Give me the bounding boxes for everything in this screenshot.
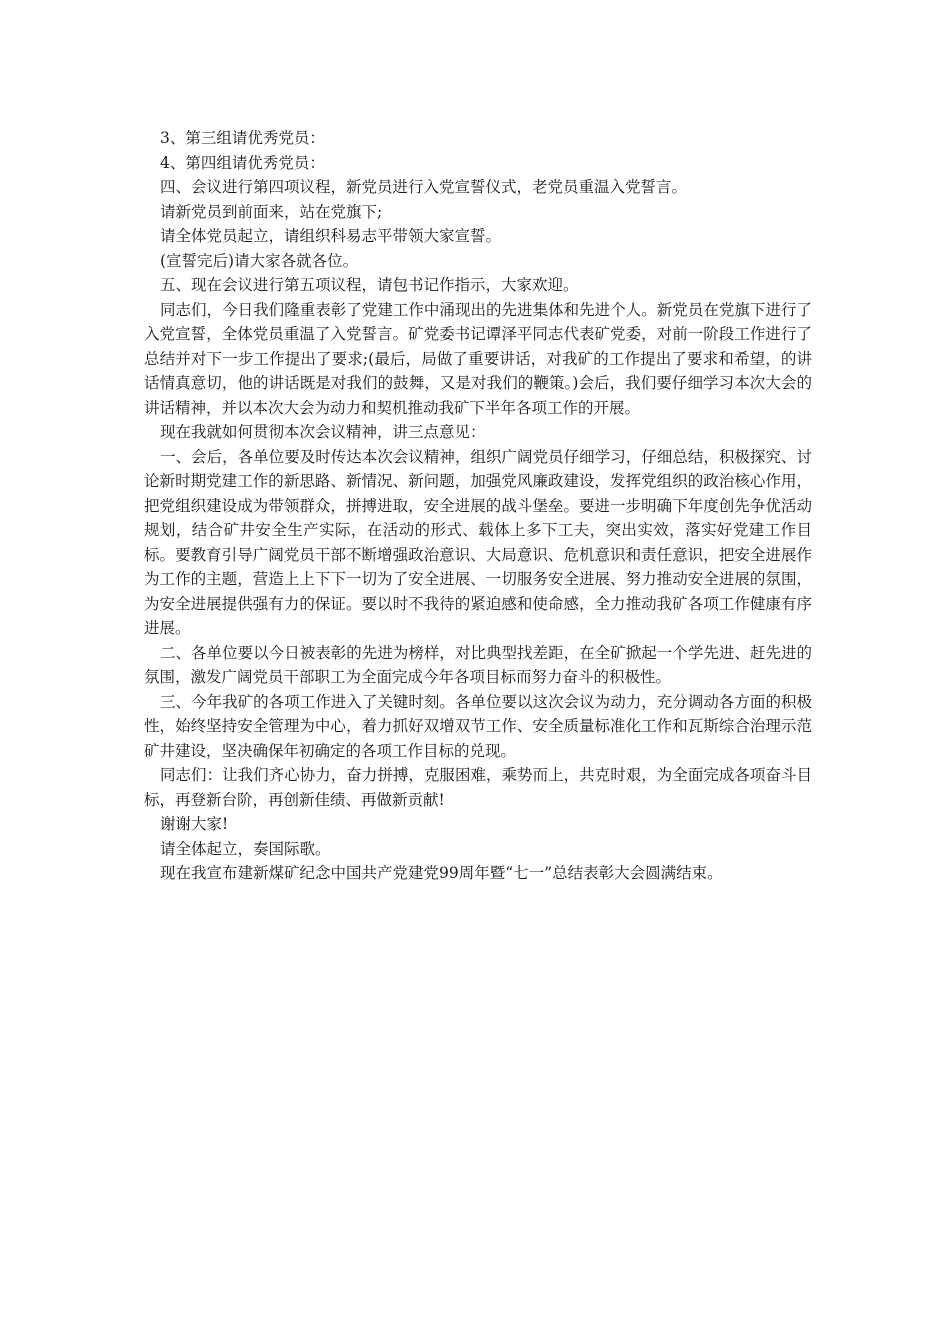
paragraph-thanks: 谢谢大家!	[160, 815, 229, 833]
paragraph-group3: 3、第三组请优秀党员：	[160, 129, 325, 147]
paragraph-conclusion: 现在我宣布建新煤矿纪念中国共产党建党99周年暨“七一”总结表彰大会圆满结束。	[160, 864, 723, 882]
paragraph-point-one: 一、会后，各单位要及时传达本次会议精神，组织广阔党员仔细学习，仔细总结，积极探究、讨论新时期党建工作的新思路、新情况、新问题，加强党风廉政建设，发挥党组织的政治核心作用，把党组织建设成为带领群众，拼搏进取，安全进展的战斗堡垒。要进一步明确下年度创先争优活动规划，结合矿井安全生产实际，在活动的形式、载体上多下工夫，突出实效，落实好党建工作目标。要教育引导广阔党员干部不断增强政治意识、大局意识、危机意识和责任意识，把安全进展作为工作的主题，营造上上下下一切为了安全进展、一切服务安全进展、努力推动安全进展的氛围，为安全进展提供强有力的保证。要以时不我待的紧迫感和使命感，全力推动我矿各项工作健康有序进展。	[144, 447, 812, 637]
paragraph-point-three: 三、今年我矿的各项工作进入了关键时刻。各单位要以这次会议为动力，充分调动各方面的积极性，始终坚持安全管理为中心，着力抓好双增双节工作、安全质量标准化工作和瓦斯综合治理示范矿井建设，坚决确保年初确定的各项工作目标的兑现。	[144, 692, 812, 760]
paragraph-group4: 4、第四组请优秀党员：	[160, 153, 325, 172]
paragraph-comrades-summary: 同志们，今日我们隆重表彰了党建工作中涌现出的先进集体和先进个人。新党员在党旗下进行了入党宣誓，全体党员重温了入党誓言。矿党委书记谭泽平同志代表矿党委，对前一阶段工作进行了总结并对下一步工作提出了要求;(最后，局做了重要讲话，对我矿的工作提出了要求和希望，的讲话情真意切，他的讲话既是对我们的鼓舞，又是对我们的鞭策。)会后，我们要仔细学习本次大会的讲话精神，并以本次大会为动力和契机推动我矿下半年各项工作的开展。	[144, 300, 812, 417]
paragraph-point-two: 二、各单位要以今日被表彰的先进为榜样，对比典型找差距，在全矿掀起一个学先进、赶先进的氛围，激发广阔党员干部职工为全面完成今年各项目标而努力奋斗的积极性。	[144, 643, 812, 686]
paragraph-all-rise-oath: 请全体党员起立，请组织科易志平带领大家宣誓。	[160, 227, 502, 245]
paragraph-agenda-five: 五、现在会议进行第五项议程，请包书记作指示，大家欢迎。	[160, 276, 579, 294]
paragraph-new-members: 请新党员到前面来，站在党旗下;	[160, 202, 383, 221]
paragraph-agenda-four: 四、会议进行第四项议程，新党员进行入党宣誓仪式，老党员重温入党誓言。	[160, 178, 688, 196]
paragraph-three-points-intro: 现在我就如何贯彻本次会议精神，讲三点意见：	[160, 423, 486, 441]
document-body	[144, 126, 812, 886]
paragraph-closing-call: 同志们：让我们齐心协力，奋力拼搏，克服困难，乘势而上，共克时艰，为全面完成各项奋斗目标，再登新台阶，再创新佳绩、再做新贡献!	[144, 766, 812, 809]
paragraph-after-oath: (宣誓完后)请大家各就各位。	[160, 251, 359, 270]
paragraph-anthem: 请全体起立，奏国际歌。	[160, 839, 331, 858]
